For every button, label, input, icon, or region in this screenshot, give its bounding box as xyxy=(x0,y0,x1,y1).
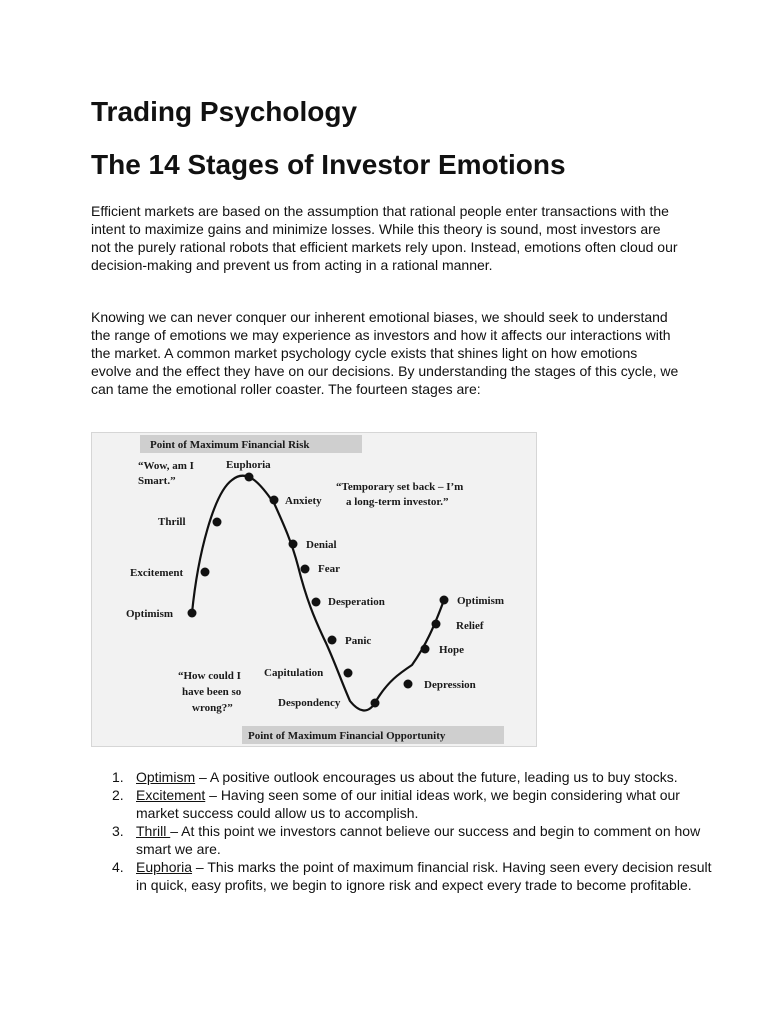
quote-bottom-left-line1: “How could I xyxy=(178,670,241,682)
investor-emotion-cycle-figure xyxy=(91,432,537,747)
label-denial: Denial xyxy=(306,539,337,551)
stages-intro-paragraph: Knowing we can never conquer our inherent emotional biases, we should seek to understand the range of emotions we may experience as investors and how it affects our interactions with the market. A common market psychology cycle exists that shines light on how emotions evolve and the effect they have on our decisions. By understanding the stages of this cycle, we can tame the emotional roller coaster. The fourteen stages are: xyxy=(91,309,679,397)
top-banner-text: Point of Maximum Financial Risk xyxy=(150,439,310,451)
bottom-banner-text: Point of Maximum Financial Opportunity xyxy=(248,730,446,742)
list-item xyxy=(112,858,726,894)
list-item xyxy=(112,768,726,786)
stage-description: – This marks the point of maximum financial risk. Having seen every decision result in quick, easy profits, we begin to ignore risk and expect every trade to become profitable. xyxy=(136,859,712,893)
list-number: 4. xyxy=(112,859,124,875)
stage-description: – A positive outlook encourages us about the future, leading us to buy stocks. xyxy=(195,769,678,785)
label-optimism-end: Optimism xyxy=(457,595,505,607)
label-excitement: Excitement xyxy=(130,567,184,579)
quote-bottom-left-line2: have been so xyxy=(182,686,242,698)
page-subtitle: The 14 Stages of Investor Emotions xyxy=(91,149,566,180)
dot-excitement xyxy=(201,568,210,577)
label-optimism: Optimism xyxy=(126,608,174,620)
label-anxiety: Anxiety xyxy=(285,495,322,507)
label-fear: Fear xyxy=(318,563,340,575)
quote-top-right-line1: “Temporary set back – I’m xyxy=(336,481,464,493)
label-depression: Depression xyxy=(424,679,476,691)
dot-euphoria xyxy=(245,473,254,482)
list-number: 1. xyxy=(112,769,124,785)
quote-top-right-line2: a long-term investor.” xyxy=(346,496,449,508)
stage-term[interactable]: Thrill xyxy=(136,823,171,839)
stage-term[interactable]: Excitement xyxy=(136,787,206,803)
label-capitulation: Capitulation xyxy=(264,667,324,679)
dot-hope xyxy=(421,645,430,654)
list-item xyxy=(112,786,726,822)
intro-paragraph: Efficient markets are based on the assumption that rational people enter transactions with the intent to maximize gains and minimize losses. While this theory is sound, most investors are not the purely rational robots that efficient markets rely upon. Instead, emotions often cloud our decision-making and prevent us from acting in a rational manner. xyxy=(91,203,678,273)
dot-thrill xyxy=(213,518,222,527)
label-euphoria: Euphoria xyxy=(226,459,271,471)
quote-bottom-left-line3: wrong?” xyxy=(192,702,233,714)
stage-description: – Having seen some of our initial ideas work, we begin considering what our market success could allow us to accomplish. xyxy=(136,787,680,821)
label-desperation: Desperation xyxy=(328,596,385,608)
page-title: Trading Psychology xyxy=(91,96,358,127)
emotion-cycle-diagram xyxy=(92,433,536,746)
dot-optimism-end xyxy=(440,596,449,605)
stages-list xyxy=(91,768,726,894)
dot-panic xyxy=(328,636,337,645)
dot-capitulation xyxy=(344,669,353,678)
dot-relief xyxy=(432,620,441,629)
list-item xyxy=(112,822,726,858)
dot-desperation xyxy=(312,598,321,607)
label-thrill: Thrill xyxy=(158,516,186,528)
stage-term[interactable]: Optimism xyxy=(136,769,196,785)
dot-denial xyxy=(289,540,298,549)
dot-fear xyxy=(301,565,310,574)
list-number: 2. xyxy=(112,787,124,803)
list-number: 3. xyxy=(112,823,124,839)
stage-term[interactable]: Euphoria xyxy=(136,859,193,875)
label-despondency: Despondency xyxy=(278,697,341,709)
dot-optimism xyxy=(188,609,197,618)
quote-top-left-line1: “Wow, am I xyxy=(138,460,194,472)
dot-depression xyxy=(404,680,413,689)
quote-top-left-line2: Smart.” xyxy=(138,475,176,487)
dot-despondency xyxy=(371,699,380,708)
label-panic: Panic xyxy=(345,635,372,647)
stage-description: – At this point we investors cannot believe our success and begin to comment on how smart we are. xyxy=(136,823,701,857)
dot-anxiety xyxy=(270,496,279,505)
label-relief: Relief xyxy=(456,620,484,632)
label-hope: Hope xyxy=(439,644,465,656)
